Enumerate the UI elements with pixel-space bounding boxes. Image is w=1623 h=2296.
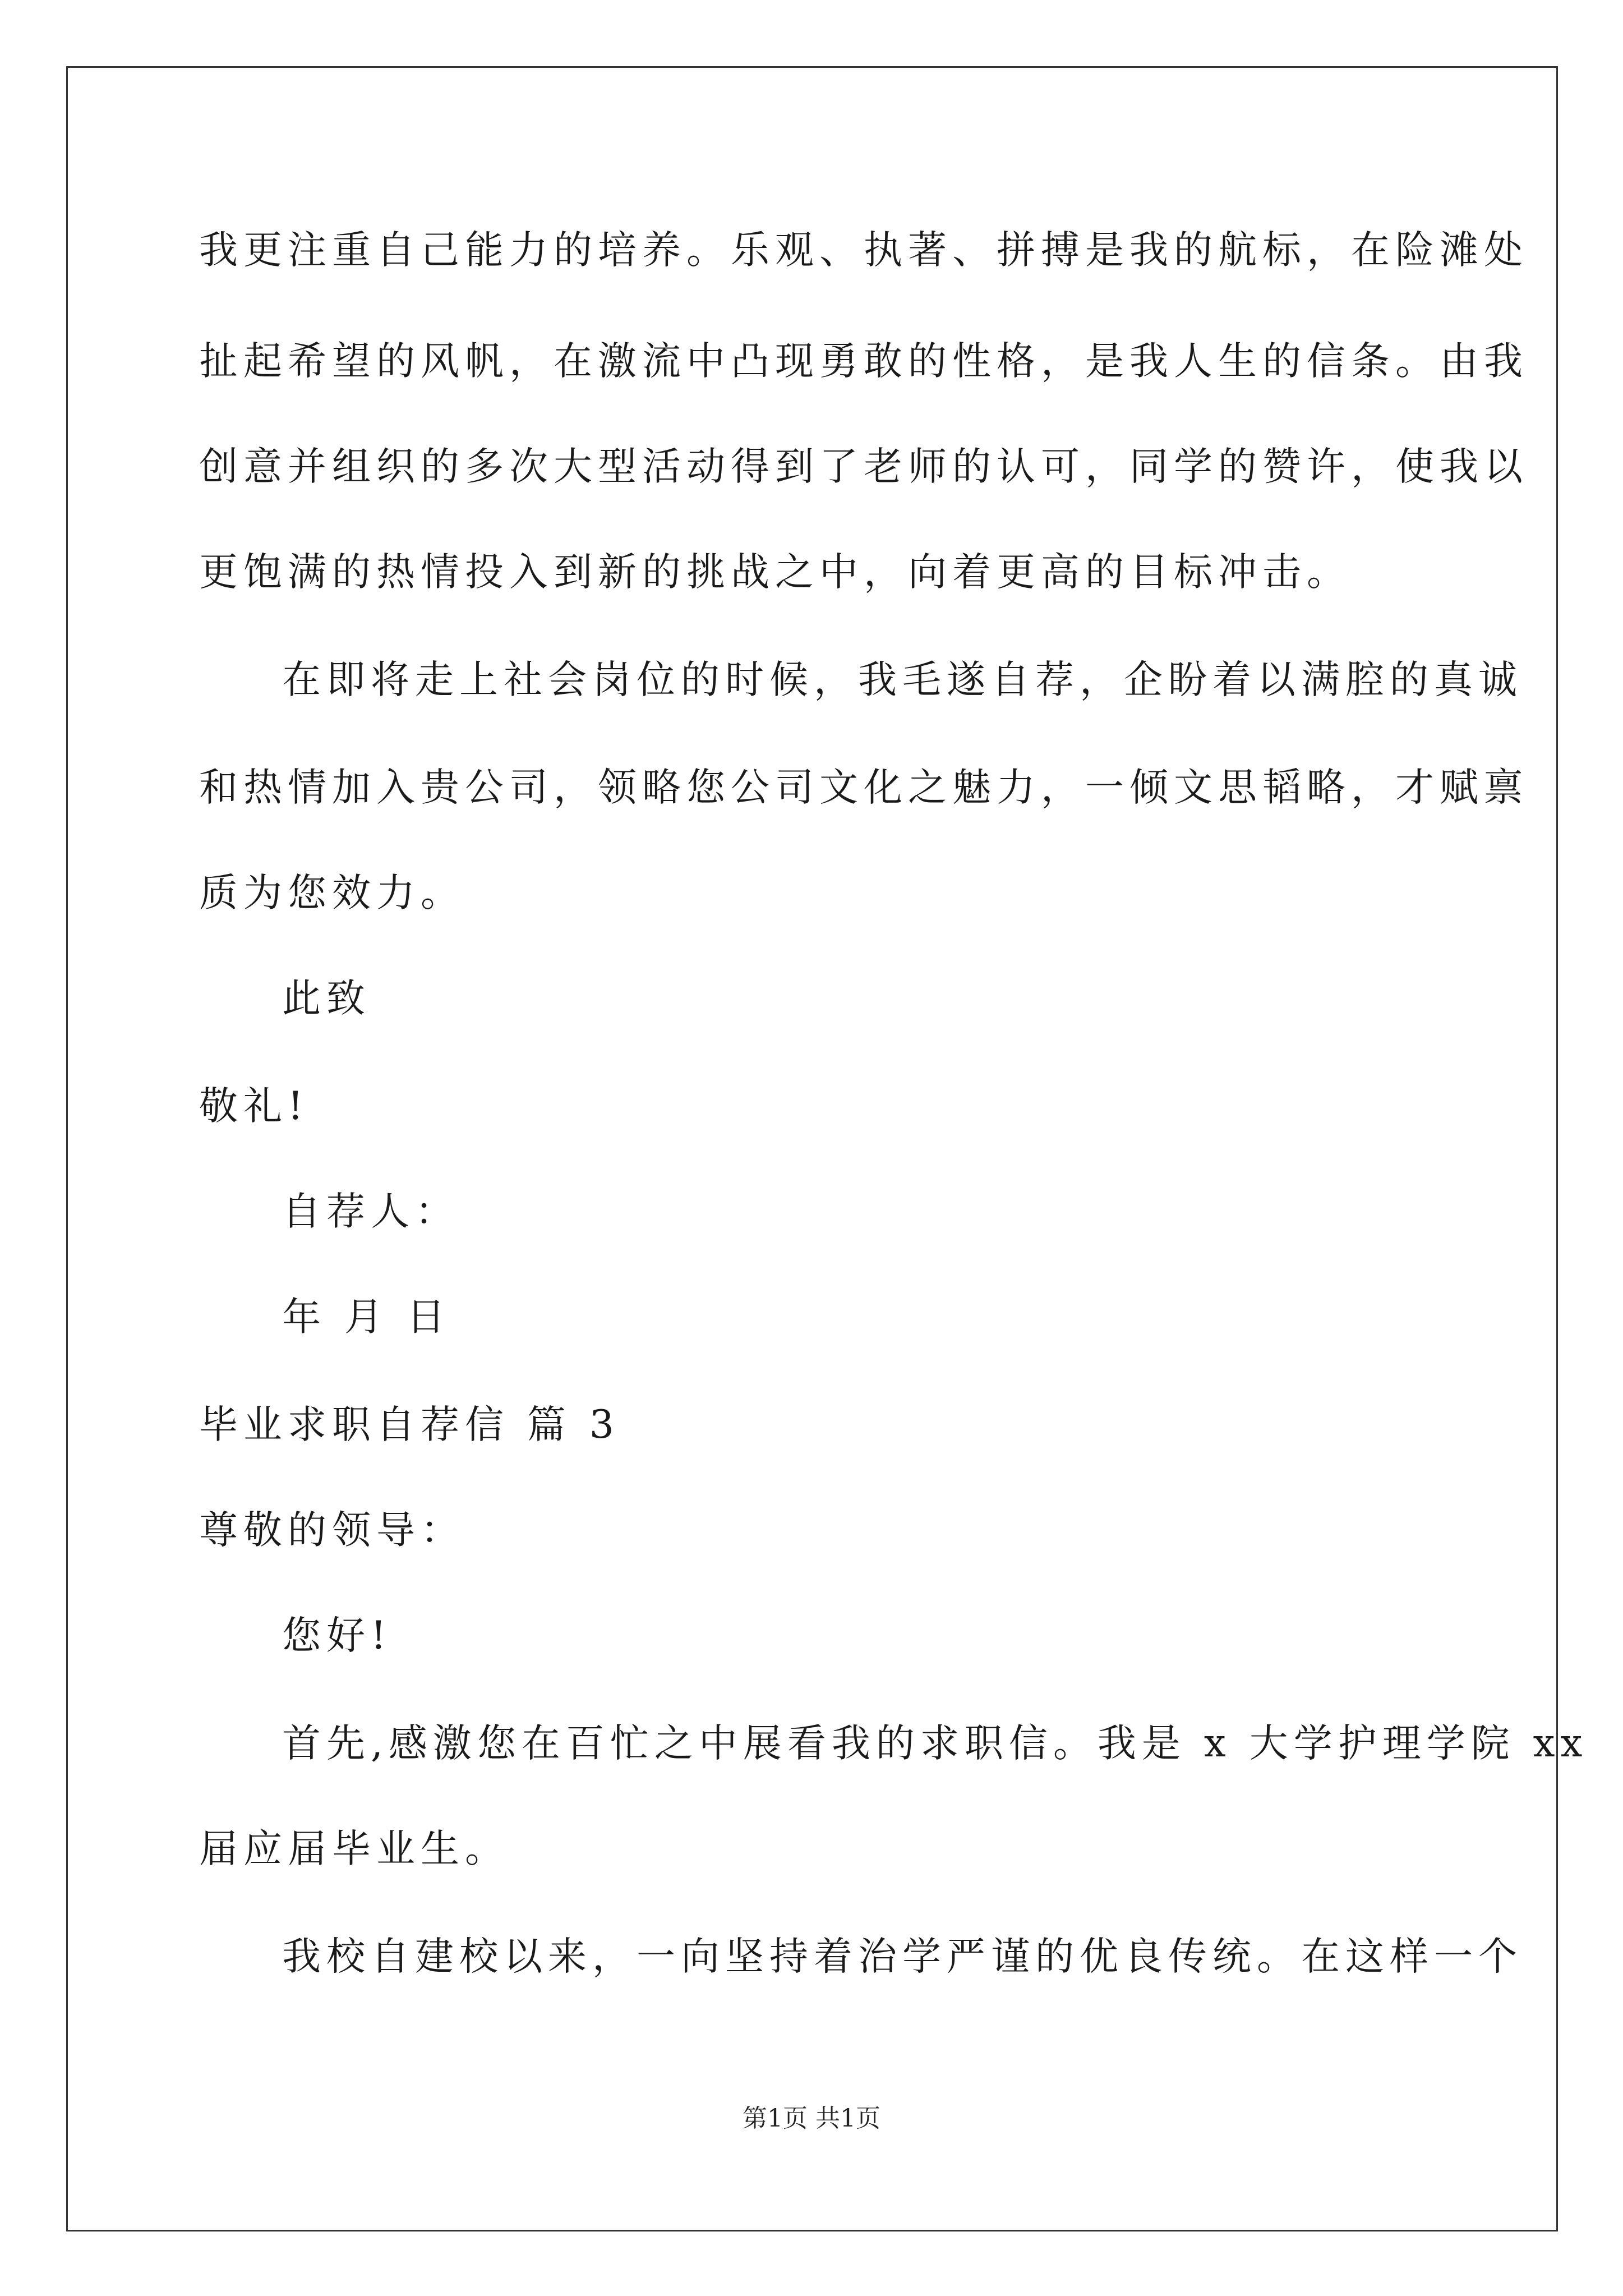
paragraph-line: 我更注重自己能力的培养。乐观、执著、拼搏是我的航标，在险滩处 <box>199 228 1528 273</box>
paragraph-line: 扯起希望的风帆，在激流中凸现勇敢的性格，是我人生的信条。由我 <box>199 339 1528 384</box>
page-footer: 第1页 共1页 <box>743 2104 880 2133</box>
paragraph-line: 首先,感激您在百忙之中展看我的求职信。我是 x 大学护理学院 xx <box>282 1721 1588 1766</box>
paragraph-line: 质为您效力。 <box>199 871 465 915</box>
section-title: 毕业求职自荐信 篇 3 <box>199 1402 620 1447</box>
paragraph-line: 和热情加入贵公司，领略您公司文化之魅力，一倾文思韬略，才赋禀 <box>199 765 1528 810</box>
greeting-hello: 您好! <box>282 1613 392 1658</box>
paragraph-line: 届应届毕业生。 <box>199 1826 509 1871</box>
closing-regards: 敬礼! <box>199 1084 309 1129</box>
paragraph-line: 在即将走上社会岗位的时候，我毛遂自荐，企盼着以满腔的真诚 <box>282 657 1523 702</box>
paragraph-line: 我校自建校以来，一向坚持着治学严谨的优良传统。在这样一个 <box>282 1934 1523 1979</box>
closing-salutation: 此致 <box>282 976 371 1021</box>
signature-label: 自荐人： <box>282 1189 459 1234</box>
date-line: 年 月 日 <box>282 1295 451 1340</box>
paragraph-line: 创意并组织的多次大型活动得到了老师的认可，同学的赞许，使我以 <box>199 444 1528 489</box>
greeting: 尊敬的领导： <box>199 1508 465 1553</box>
paragraph-line: 更饱满的热情投入到新的挑战之中，向着更高的目标冲击。 <box>199 550 1351 595</box>
page-frame <box>66 66 1558 2231</box>
